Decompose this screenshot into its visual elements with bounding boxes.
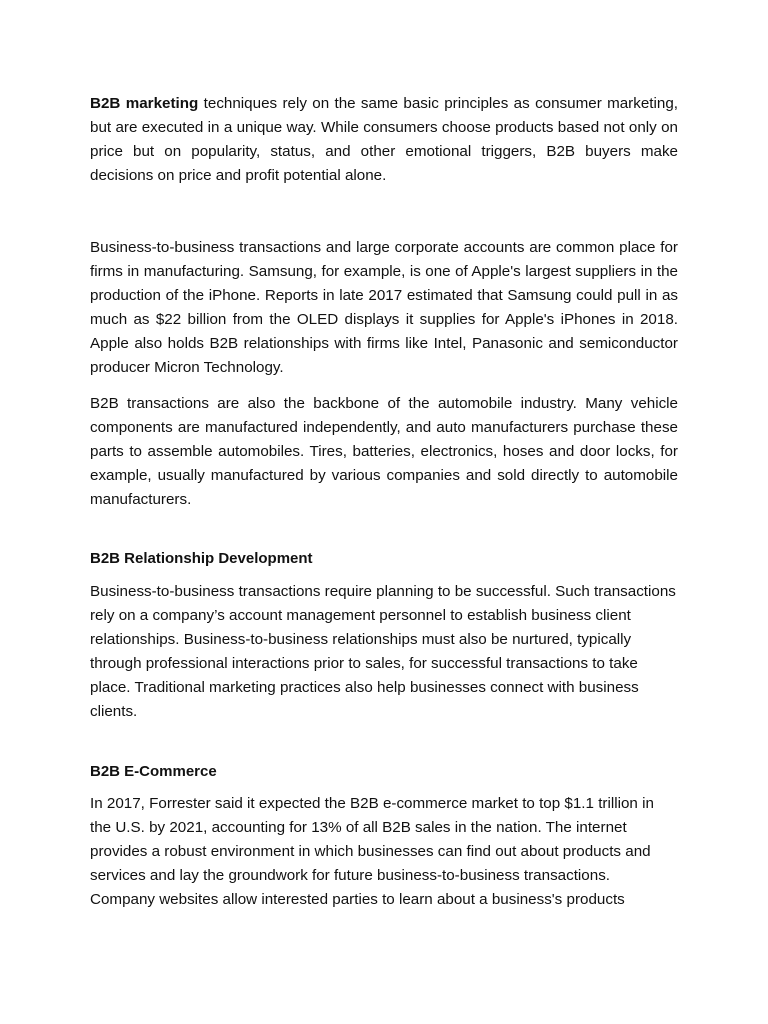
intro-paragraph — [90, 92, 678, 188]
automobile-paragraph: B2B transactions are also the backbone of the automobile industry. Many vehicle components are manufactured independently, and auto manufacturers purchase these parts to assemble automobiles. Tires, batteries, electronics, hoses and door locks, for example, usually manufactured by various companies and sold directly to automobile manufacturers. — [90, 395, 678, 508]
intro-text: techniques rely on the same basic principles as consumer marketing, but are executed in a unique way. While consumers choose products based not only on price but on popularity, status, and other emotional triggers, B2B buyers make decisions on price and profit potential alone. — [90, 95, 678, 184]
ecommerce-paragraph: In 2017, Forrester said it expected the B2B e-commerce market to top $1.1 trillion in the U.S. by 2021, accounting for 13% of all B2B sales in the nation. The internet provides a robust environment in which businesses can find out about products and services and lay the groundwork for future business-to-business transactions. Company websites allow interested parties to learn about a business's products — [90, 795, 654, 908]
relationship-development-paragraph: Business-to-business transactions require planning to be successful. Such transactions rely on a company’s account management personnel to establish business client relationships. Business-to-business relationships must also be nurtured, typically through professional interactions prior to sales, for successful transactions to take place. Traditional marketing practices also help businesses connect with business clients. — [90, 583, 676, 720]
intro-lead-term: B2B marketing — [90, 95, 199, 112]
section-heading-relationship-development: B2B Relationship Development — [90, 550, 313, 567]
manufacturing-paragraph: Business-to-business transactions and large corporate accounts are common place for firms in manufacturing. Samsung, for example, is one of Apple's largest suppliers in the production of the iPhone. Reports in late 2017 estimated that Samsung could pull in as much as $22 billion from the OLED displays it supplies for Apple's iPhones in 2018. Apple also holds B2B relationships with firms like Intel, Panasonic and semiconductor producer Micron Technology. — [90, 239, 678, 376]
document-page — [90, 92, 678, 912]
section-heading-ecommerce: B2B E-Commerce — [90, 763, 217, 780]
